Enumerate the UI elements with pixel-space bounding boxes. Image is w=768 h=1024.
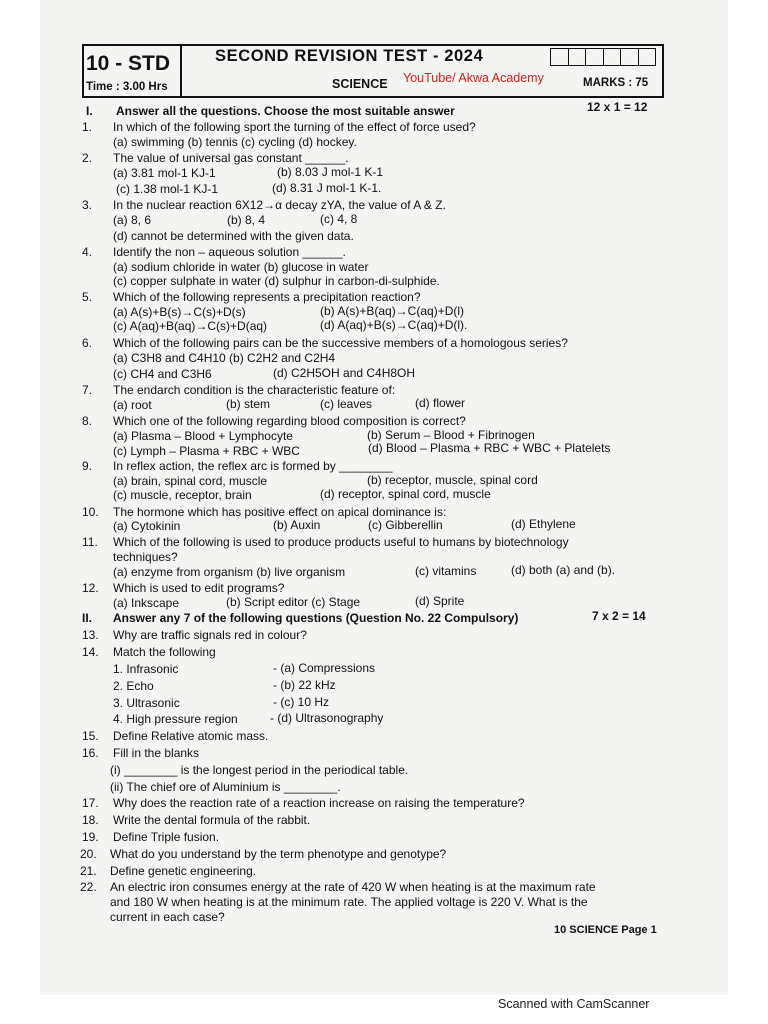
header-divider: [180, 44, 182, 98]
question-text: The hormone which has positive effect on apical dominance is:: [113, 505, 447, 519]
question-number: 17.: [82, 796, 99, 810]
section-1-score: 12 x 1 = 12: [587, 100, 648, 114]
option-d: (d) 8.31 J mol-1 K-1.: [272, 181, 382, 195]
question-text-cont: techniques?: [113, 550, 178, 564]
question-text: In which of the following sport the turning of the effect of force used?: [113, 120, 476, 134]
question-text: Which of the following pairs can be the successive members of a homologous series?: [113, 336, 568, 350]
watermark-text: YouTube/ Akwa Academy: [403, 71, 544, 85]
blank-ii: (ii) The chief ore of Aluminium is ________.: [110, 780, 341, 794]
question-text: Identify the non – aqueous solution ______.: [113, 245, 346, 259]
question-text: Define Relative atomic mass.: [113, 729, 269, 743]
question-number: 19.: [82, 830, 99, 844]
question-text: Why does the reaction rate of a reaction increase on raising the temperature?: [113, 796, 525, 810]
question-number: 21.: [80, 864, 97, 878]
question-text: In reflex action, the reflex arc is formed by ________: [113, 459, 393, 473]
match-right-3: - (c) 10 Hz: [273, 695, 330, 709]
options: (a) swimming (b) tennis (c) cycling (d) hockey.: [113, 135, 357, 149]
match-left-1: 1. Infrasonic: [113, 662, 179, 676]
question-number: 16.: [82, 746, 99, 760]
question-number: 20.: [80, 847, 97, 861]
register-number-boxes: [550, 48, 656, 66]
question-text-cont: and 180 W when heating is at the minimum rate. The applied voltage is 220 V. What is the: [110, 895, 588, 909]
question-text: Which of the following represents a precipitation reaction?: [113, 290, 421, 304]
option-d: (d) receptor, spinal cord, muscle: [320, 487, 491, 501]
question-number: 14.: [82, 645, 99, 659]
options-ab: (a) enzyme from organism (b) live organism: [113, 565, 346, 579]
question-number: 6.: [82, 336, 93, 350]
question-text-cont-2: current in each case?: [110, 910, 225, 924]
section-1-number: I.: [86, 104, 93, 118]
option-b: (b) Serum – Blood + Fibrinogen: [367, 428, 535, 442]
option-a: (a) Plasma – Blood + Lymphocyte: [113, 429, 293, 443]
option-b: (b) stem: [226, 397, 271, 411]
question-text: Fill in the blanks: [113, 746, 200, 760]
option-d: (d) Sprite: [415, 594, 465, 608]
question-number: 7.: [82, 383, 93, 397]
question-number: 10.: [82, 505, 99, 519]
option-a: (a) A(s)+B(s)→C(s)+D(s): [113, 305, 246, 319]
question-number: 2.: [82, 151, 93, 165]
option-a: (a) root: [113, 398, 152, 412]
question-number: 15.: [82, 729, 99, 743]
question-number: 13.: [82, 628, 99, 642]
option-d: (d) C2H5OH and C4H8OH: [273, 366, 416, 380]
subject-label: SCIENCE: [332, 77, 388, 91]
option-c: (c) leaves: [320, 397, 373, 411]
question-text: Write the dental formula of the rabbit.: [113, 813, 311, 827]
option-d: (d) flower: [415, 396, 466, 410]
option-d: (d) Blood – Plasma + RBC + WBC + Platelets: [368, 441, 611, 455]
question-text: Match the following: [113, 645, 216, 659]
question-text: Define Triple fusion.: [113, 830, 220, 844]
options-cd: (c) copper sulphate in water (d) sulphur in carbon-di-sulphide.: [113, 274, 440, 288]
option-d: (d) both (a) and (b).: [511, 563, 616, 577]
section-1-heading: Answer all the questions. Choose the most suitable answer: [116, 104, 455, 118]
option-b: (b) Auxin: [273, 518, 321, 532]
option-c: (c) Lymph – Plasma + RBC + WBC: [113, 444, 300, 458]
class-label: 10 - STD: [86, 52, 171, 75]
option-b: (b) receptor, muscle, spinal cord: [367, 473, 538, 487]
match-right-1: - (a) Compressions: [273, 661, 376, 675]
question-number: 12.: [82, 581, 99, 595]
question-number: 1.: [82, 120, 93, 134]
question-number: 8.: [82, 414, 93, 428]
question-text: Define genetic engineering.: [110, 864, 257, 878]
option-a: (a) Cytokinin: [113, 519, 181, 533]
exam-title: SECOND REVISION TEST - 2024: [215, 47, 484, 65]
option-c: (c) 4, 8: [320, 212, 358, 226]
question-text: Which is used to edit programs?: [113, 581, 285, 595]
option-d: (d) A(aq)+B(s)→C(aq)+D(l).: [320, 318, 468, 332]
question-text: Which of the following is used to produce products useful to humans by biotechnology: [113, 535, 569, 549]
option-a: (a) 3.81 mol-1 KJ-1: [113, 166, 216, 180]
question-text: What do you understand by the term phenotype and genotype?: [110, 847, 447, 861]
match-left-4: 4. High pressure region: [113, 712, 238, 726]
option-b: (b) 8, 4: [227, 213, 266, 227]
section-2-number: II.: [82, 611, 93, 625]
option-d: (d) Ethylene: [511, 517, 576, 531]
option-c: (c) vitamins: [415, 564, 477, 578]
exam-time: Time : 3.00 Hrs: [86, 81, 168, 93]
section-2-heading: Answer any 7 of the following questions (Question No. 22 Compulsory): [113, 611, 519, 625]
match-right-4: - (d) Ultrasonography: [270, 711, 384, 725]
blank-i: (i) ________ is the longest period in the periodical table.: [110, 763, 409, 777]
question-text: An electric iron consumes energy at the rate of 420 W when heating is at the maximum rate: [110, 880, 596, 894]
option-a: (a) Inkscape: [113, 596, 180, 610]
options-ab: (a) C3H8 and C4H10 (b) C2H2 and C2H4: [113, 351, 336, 365]
options-ab: (a) sodium chloride in water (b) glucose in water: [113, 260, 369, 274]
options-bc: (b) Script editor (c) Stage: [226, 595, 361, 609]
question-number: 22.: [80, 880, 97, 894]
option-b: (b) 8.03 J mol-1 K-1: [277, 165, 384, 179]
option-c: (c) Gibberellin: [368, 518, 443, 532]
question-text: In the nuclear reaction 6X12→α decay zYA, the value of A & Z.: [113, 198, 446, 212]
question-number: 11.: [82, 535, 98, 549]
question-number: 5.: [82, 290, 93, 304]
option-a: (a) brain, spinal cord, muscle: [113, 474, 268, 488]
question-text: The endarch condition is the characteristic feature of:: [113, 383, 396, 397]
total-marks: MARKS : 75: [583, 77, 649, 89]
match-right-2: - (b) 22 kHz: [273, 678, 336, 692]
option-c: (c) A(aq)+B(aq)→C(s)+D(aq): [113, 319, 268, 333]
match-left-3: 3. Ultrasonic: [113, 696, 180, 710]
page-footer: 10 SCIENCE Page 1: [554, 924, 657, 936]
option-d: (d) cannot be determined with the given data.: [113, 229, 354, 243]
question-number: 3.: [82, 198, 93, 212]
question-text: Why are traffic signals red in colour?: [113, 628, 307, 642]
question-number: 18.: [82, 813, 99, 827]
question-text: The value of universal gas constant ______.: [113, 151, 349, 165]
option-c: (c) muscle, receptor, brain: [113, 488, 252, 502]
section-2-score: 7 x 2 = 14: [592, 609, 646, 623]
question-number: 4.: [82, 245, 93, 259]
header-underline: [82, 96, 664, 98]
option-b: (b) A(s)+B(aq)→C(aq)+D(l): [320, 304, 465, 318]
question-number: 9.: [82, 459, 93, 473]
option-a: (a) 8, 6: [113, 213, 152, 227]
option-c: (c) 1.38 mol-1 KJ-1: [116, 182, 219, 196]
match-left-2: 2. Echo: [113, 679, 154, 693]
scanner-watermark: Scanned with CamScanner: [498, 997, 650, 1011]
question-text: Which one of the following regarding blood composition is correct?: [113, 414, 466, 428]
option-c: (c) CH4 and C3H6: [113, 367, 212, 381]
